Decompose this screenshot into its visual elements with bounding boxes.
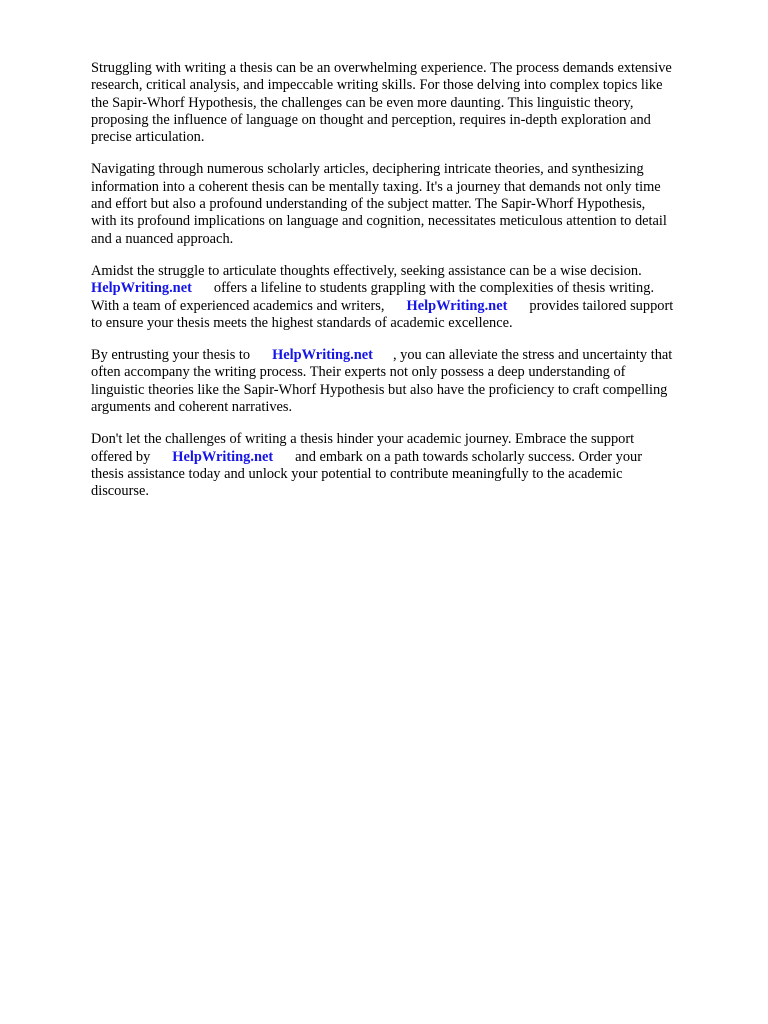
text-line [91,280,731,297]
paragraph-closing [91,431,731,500]
text-line [91,347,731,364]
text-line: to ensure your thesis meets the highest standards of academic excellence. [91,314,513,331]
helpwriting-link[interactable]: HelpWriting.net [91,280,192,297]
helpwriting-link[interactable]: HelpWriting.net [272,347,373,364]
text-line: Don't let the challenges of writing a thesis hinder your academic journey. Embrace the support [91,431,635,448]
text-line: linguistic theories like the Sapir-Whorf Hypothesis but also have the proficiency to craft compelling [91,381,668,398]
helpwriting-link[interactable]: HelpWriting.net [172,448,274,465]
text-line: and effort but also a profound understanding of the subject matter. The Sapir-Whorf Hypothesis, [91,196,646,213]
text-segment: , you can alleviate the stress and uncertainty that [392,347,673,364]
text-segment: offered by [91,448,151,465]
text-line: arguments and coherent narratives. [91,399,293,416]
paragraph-assistance [91,263,731,332]
text-line: precise articulation. [91,129,205,146]
text-line: discourse. [91,483,149,500]
text-line: Struggling with writing a thesis can be an overwhelming experience. The process demands extensive [91,60,672,76]
text-line [91,298,731,315]
text-line: information into a coherent thesis can be mentally taxing. It's a journey that demands not only time [91,178,661,195]
text-line: Navigating through numerous scholarly articles, deciphering intricate theories, and synthesizing [91,161,644,178]
text-line: the Sapir-Whorf Hypothesis, the challenges can be even more daunting. This linguistic theory, [91,94,634,111]
text-segment: and embark on a path towards scholarly success. Order your [295,448,643,465]
text-segment: By entrusting your thesis to [91,347,251,364]
paragraph-entrusting [91,347,731,416]
text-line: thesis assistance today and unlock your potential to contribute meaningfully to the academic [91,465,623,482]
paragraph-intro [91,60,731,146]
text-segment: With a team of experienced academics and writers, [91,297,385,314]
text-line: and a nuanced approach. [91,230,234,247]
text-line: research, critical analysis, and impeccable writing skills. For those delving into complex topics like [91,77,663,94]
text-segment: offers a lifeline to students grappling with the complexities of thesis writing. [213,280,655,297]
text-line: often accompany the writing process. Their experts not only possess a deep understanding of [91,364,626,381]
helpwriting-link[interactable]: HelpWriting.net [406,297,508,314]
text-line: proposing the influence of language on thought and perception, requires in-depth exploration and [91,111,651,128]
text-line [91,449,731,466]
text-segment: provides tailored support [529,297,674,314]
text-line: with its profound implications on language and cognition, necessitates meticulous attention to detail [91,213,667,230]
document-body [91,60,731,516]
paragraph-navigating [91,161,731,247]
text-line: Amidst the struggle to articulate thoughts effectively, seeking assistance can be a wise decision. [91,262,642,279]
